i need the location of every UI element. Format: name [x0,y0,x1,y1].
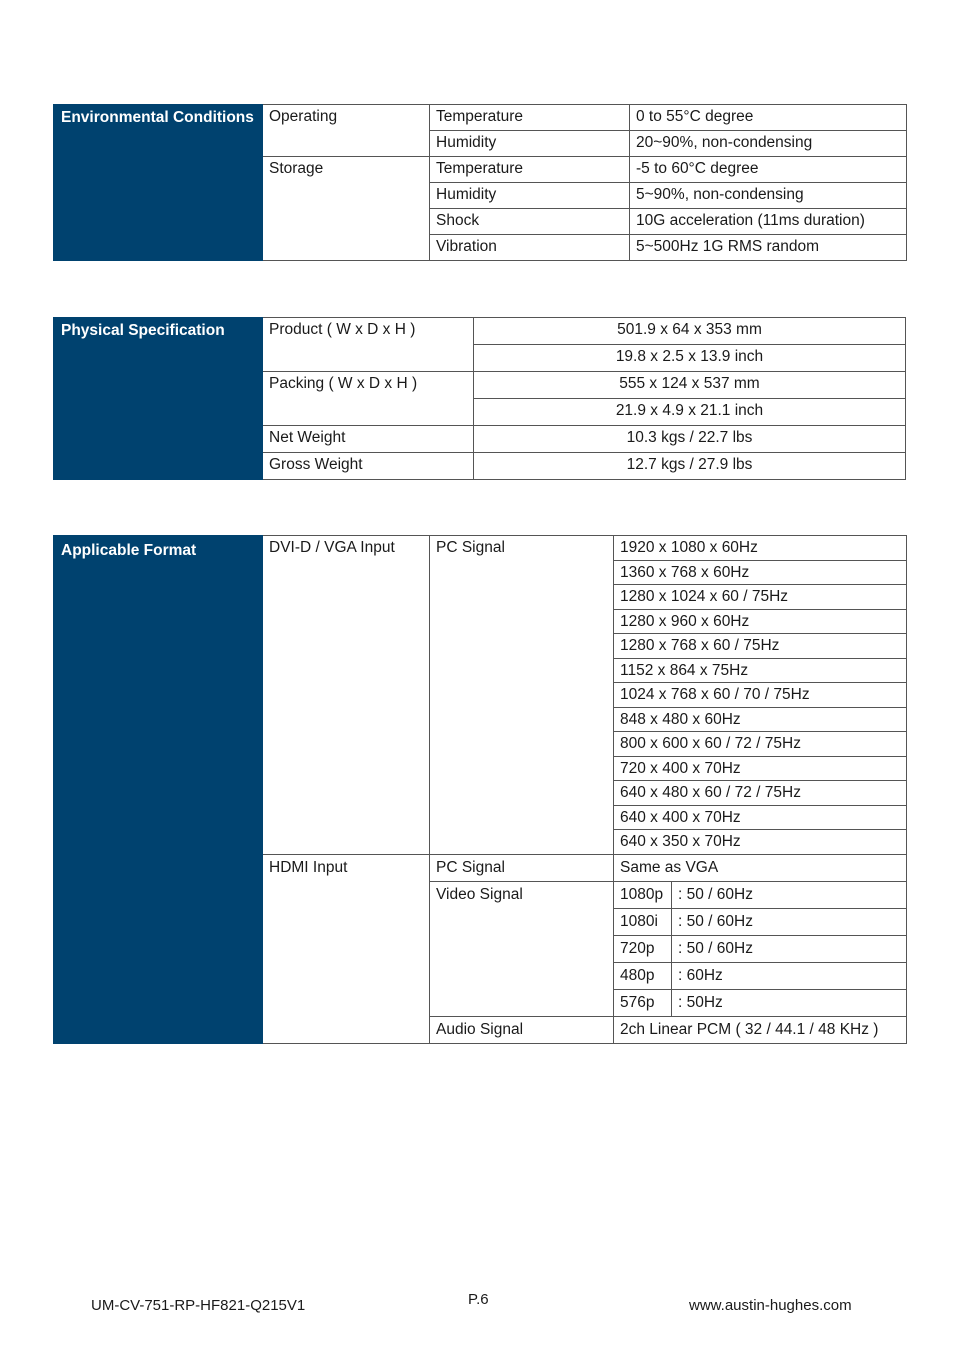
spec-value: 5~500Hz 1G RMS random [630,235,907,261]
gross-weight-label: Gross Weight [263,453,474,480]
spec-value: 20~90%, non-condensing [630,131,907,157]
audio-signal-label: Audio Signal [430,1016,614,1043]
spec-value: -5 to 60°C degree [630,157,907,183]
resolution-item: 720 x 400 x 70Hz [614,756,907,781]
resolution-item: 800 x 600 x 60 / 72 / 75Hz [614,732,907,757]
spec-item: Vibration [430,235,630,261]
resolution-item: 1360 x 768 x 60Hz [614,560,907,585]
video-mode: 1080i [614,908,672,935]
spec-value: 10G acceleration (11ms duration) [630,209,907,235]
audio-signal-value: 2ch Linear PCM ( 32 / 44.1 / 48 KHz ) [614,1016,907,1043]
net-weight-label: Net Weight [263,426,474,453]
spec-value: 0 to 55°C degree [630,105,907,131]
document-id: UM-CV-751-RP-HF821-Q215V1 [91,1297,306,1314]
video-mode: 480p [614,962,672,989]
resolution-item: 848 x 480 x 60Hz [614,707,907,732]
video-rate: : 50Hz [672,989,907,1016]
operating-label: Operating [263,105,430,157]
packing-dimension-inch: 21.9 x 4.9 x 21.1 inch [474,399,906,426]
video-mode: 1080p [614,881,672,908]
video-signal-label: Video Signal [430,881,614,1016]
net-weight-value: 10.3 kgs / 22.7 lbs [474,426,906,453]
product-dimension-inch: 19.8 x 2.5 x 13.9 inch [474,345,906,372]
product-dimension-mm: 501.9 x 64 x 353 mm [474,318,906,345]
spec-item: Shock [430,209,630,235]
spec-item: Temperature [430,157,630,183]
hdmi-input-label: HDMI Input [263,854,430,1043]
product-dimension-label: Product ( W x D x H ) [263,318,474,372]
spec-item: Humidity [430,131,630,157]
video-rate: : 50 / 60Hz [672,908,907,935]
resolution-item: 640 x 400 x 70Hz [614,805,907,830]
section-header-physical: Physical Specification [54,318,263,480]
video-rate: : 60Hz [672,962,907,989]
spec-item: Humidity [430,183,630,209]
spec-value: 5~90%, non-condensing [630,183,907,209]
packing-dimension-label: Packing ( W x D x H ) [263,372,474,426]
video-rate: : 50 / 60Hz [672,935,907,962]
resolution-item: 1024 x 768 x 60 / 70 / 75Hz [614,683,907,708]
resolution-item: 640 x 350 x 70Hz [614,830,907,855]
resolution-item: 1280 x 1024 x 60 / 75Hz [614,585,907,610]
hdmi-pc-signal-value: Same as VGA [614,854,907,881]
resolution-item: 1152 x 864 x 75Hz [614,658,907,683]
applicable-format-table [53,535,907,1044]
physical-specification-table [53,317,906,480]
packing-dimension-mm: 555 x 124 x 537 mm [474,372,906,399]
hdmi-pc-signal-label: PC Signal [430,854,614,881]
video-mode: 576p [614,989,672,1016]
gross-weight-value: 12.7 kgs / 27.9 lbs [474,453,906,480]
page-number: P.6 [468,1291,489,1308]
resolution-item: 1920 x 1080 x 60Hz [614,536,907,561]
storage-label: Storage [263,157,430,261]
spec-item: Temperature [430,105,630,131]
resolution-item: 1280 x 960 x 60Hz [614,609,907,634]
section-header-applicable: Applicable Format [54,536,263,1044]
resolution-item: 640 x 480 x 60 / 72 / 75Hz [614,781,907,806]
video-mode: 720p [614,935,672,962]
section-header-environmental: Environmental Conditions [54,105,263,261]
video-rate: : 50 / 60Hz [672,881,907,908]
environmental-conditions-table [53,104,907,261]
dvi-pc-signal-label: PC Signal [430,536,614,855]
website-link[interactable]: www.austin-hughes.com [689,1297,852,1314]
resolution-item: 1280 x 768 x 60 / 75Hz [614,634,907,659]
dvi-vga-input-label: DVI-D / VGA Input [263,536,430,855]
